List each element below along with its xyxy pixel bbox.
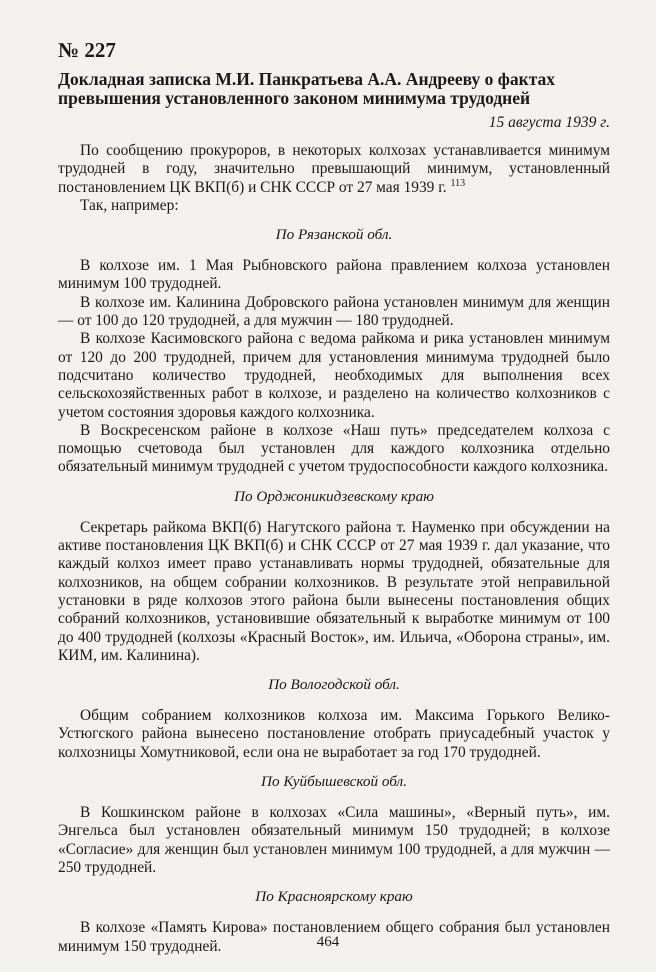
section-paragraph: В Воскресенском районе в колхозе «Наш путь» председателем колхоза с помощью счетовода был установлен для каждого колхозника отдельно обязательный минимум трудодней с учетом трудоспособности каждого колхозника. xyxy=(58,421,610,476)
section-heading-ryazan: По Рязанской обл. xyxy=(275,226,393,244)
section-paragraph: Общим собранием колхозников колхоза им. Максима Горького Велико-Устюгского района вынесено постановление отобрать приусадебный участок у колхозницы Хомутниковой, если она не выработает за год 170 трудодней. xyxy=(58,707,610,761)
intro-example-line: Так, например: xyxy=(80,196,179,214)
section-heading-krasnoyarsk: По Красноярскому краю xyxy=(255,888,413,906)
intro-paragraph xyxy=(58,142,610,197)
section-paragraph: В колхозе им. Калинина Добровского района установлен минимум для женщин — от 100 до 120 трудодней, а для мужчин — 180 трудодней. xyxy=(58,293,610,330)
section-paragraph: В колхозе им. 1 Мая Рыбновского района правлением колхоза установлен минимум 100 трудодней. xyxy=(58,257,610,293)
section-paragraph: В Кошкинском районе в колхозах «Сила машины», «Верный путь», им. Энгельса был установлен обязательный минимум 150 трудодней; в колхозе «Согласие» для женщин был установлен минимум 100 трудодней, а для мужчин — 250 трудодней. xyxy=(58,804,610,876)
section-heading-kuibyshev: По Куйбышевской обл. xyxy=(261,773,407,791)
footnote-ref: 113 xyxy=(450,177,466,189)
document-title: Докладная записка М.И. Панкратьева А.А. Андрееву о фактах превышения установленного законом минимума трудодней xyxy=(58,69,555,108)
section-heading-ordzhonikidze: По Орджоникидзевскому краю xyxy=(234,487,434,505)
section-paragraph: Секретарь райкома ВКП(б) Нагутского района т. Науменко при обсуждении на активе постановления ЦК ВКП(б) и СНК СССР от 27 мая 1939 г. дал указание, что каждый колхоз имеет право устанавливать нормы трудодней, обязательные для колхозников, на общем собрании колхозников. В результате этой неправильной установки в ряде колхозов этого района были вынесены постановления общих собраний колхозников, установившие обязательный к выработке минимум от 100 до 400 трудодней (колхозы «Красный Восток», им. Ильича, «Оборона страны», им. КИМ, им. Калинина). xyxy=(58,518,610,664)
intro-paragraph-text: По сообщению прокуроров, в некоторых колхозах устанавливается минимум трудодней в году, значительно превышающий минимум, установленный постановлением ЦК ВКП(б) и СНК СССР от 27 мая 1939 г. xyxy=(58,142,610,196)
section-heading-vologda: По Вологодской обл. xyxy=(268,676,400,694)
section-paragraph: В колхозе «Память Кирова» постановлением общего собрания был установлен минимум 150 трудодней. xyxy=(58,919,610,955)
page-number: 464 xyxy=(316,934,340,950)
document-number: № 227 xyxy=(58,38,116,62)
document-date: 15 августа 1939 г. xyxy=(488,114,610,131)
section-paragraph: В колхозе Касимовского района с ведома райкома и рика установлен минимум от 120 до 200 трудодней, причем для установления минимума трудодней было подсчитано количество трудодней, необходимых для выполнения всех сельскохозяйственных работ в колхозе, и разделено на количество колхозников с учетом состояния здоровья каждого колхозника. xyxy=(58,330,610,421)
